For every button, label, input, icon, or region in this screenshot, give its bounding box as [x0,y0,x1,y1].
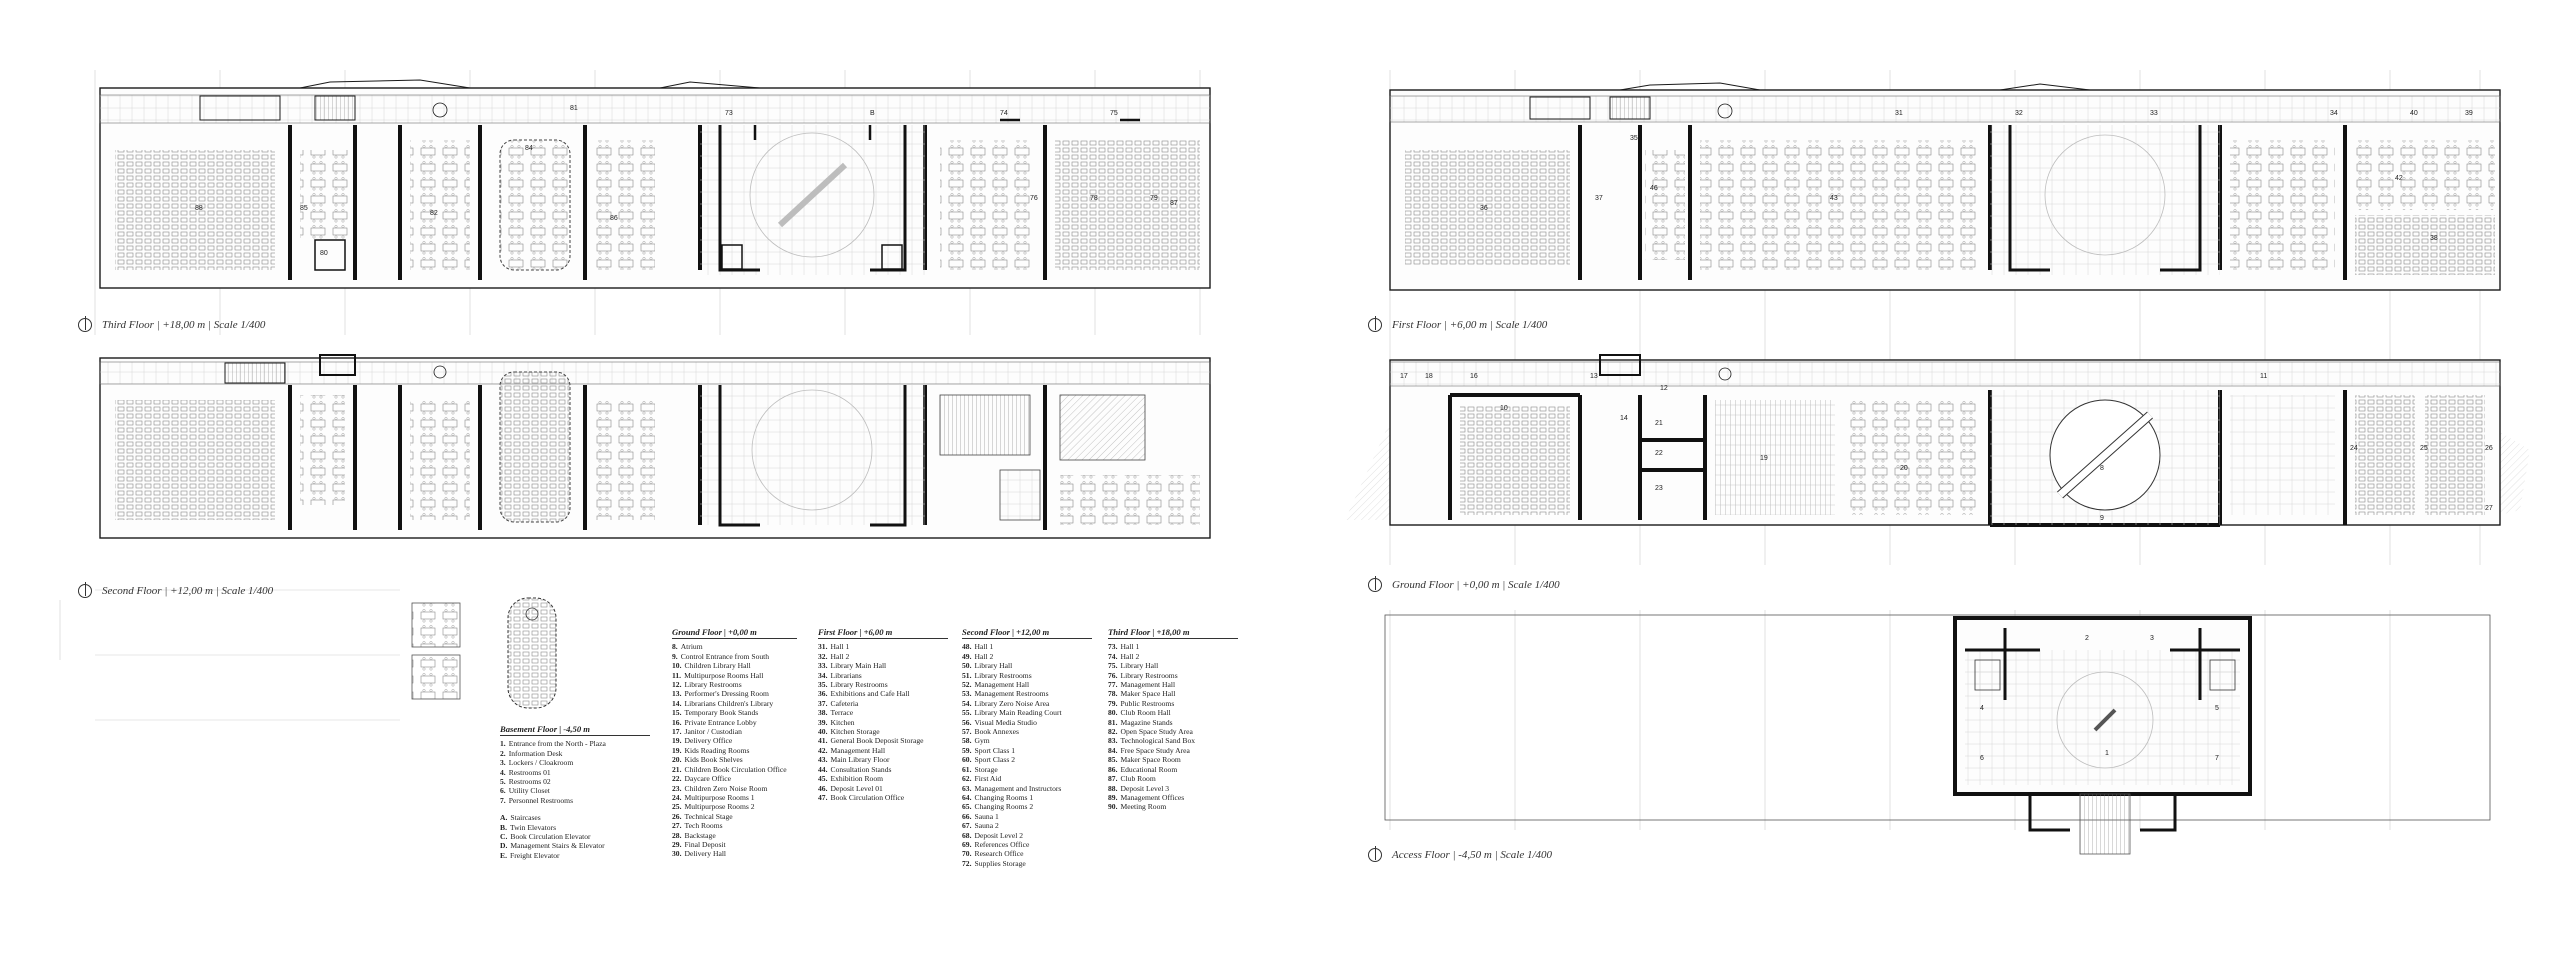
room-tag: 78 [1090,195,1098,202]
legend-list [818,642,948,802]
room-tag: 10 [1500,405,1508,412]
legend-item: 49. Hall 2 [962,651,994,661]
room-tag: 3 [2150,635,2154,642]
legend-item: 43. Main Library Floor [818,755,890,765]
legend-item: 20. Kids Book Shelves [672,755,743,765]
legend-item: 73. Hall 1 [1108,642,1140,652]
basement-floor-plan [412,598,556,708]
legend-item: 12. Library Restrooms [672,680,742,690]
legend-item: 19. Kids Reading Rooms [672,745,750,755]
legend-item: 36. Exhibitions and Cafe Hall [818,689,910,699]
legend-item: 72. Supplies Storage [962,858,1026,868]
legend-item: 45. Exhibition Room [818,774,884,784]
legend-item: 74. Hall 2 [1108,651,1140,661]
second-floor-plan [100,355,1210,538]
legend-item: 69. References Office [962,839,1030,849]
legend-item: 6. Utility Closet [500,786,550,796]
room-tag: 18 [1425,373,1433,380]
third-floor-caption [78,318,265,332]
room-tag: 75 [1110,110,1118,117]
first-floor-caption [1368,318,1547,332]
room-tag: 36 [1480,205,1488,212]
room-tag: 25 [2420,445,2428,452]
legend-item: 46. Deposit Level 01 [818,783,883,793]
room-tag: 17 [1400,373,1408,380]
legend-title: Ground Floor | +0,00 m [672,628,797,639]
legend-item: 5. Restrooms 02 [500,777,551,787]
legend-item: 88. Deposit Level 3 [1108,783,1170,793]
legend-item: 40. Kitchen Storage [818,727,880,737]
caption-text: Access Floor | -4,50 m | Scale 1/400 [1392,849,1553,861]
legend-item: 16. Private Entrance Lobby [672,717,757,727]
room-tag: 16 [1470,373,1478,380]
legend-item: 8. Atrium [672,642,703,652]
room-tag: 37 [1595,195,1603,202]
legend-item: 76. Library Restrooms [1108,670,1178,680]
legend-item: 77. Management Hall [1108,680,1176,690]
room-tag: 20 [1900,465,1908,472]
ground-floor-caption [1368,578,1560,592]
room-tag: 32 [2015,110,2023,117]
room-tag: 22 [1655,450,1663,457]
room-tag: 24 [2350,445,2358,452]
room-tag: 23 [1655,485,1663,492]
room-tag: 88 [195,205,203,212]
room-tag: 79 [1150,195,1158,202]
legend-keys [500,813,650,860]
legend-title: Third Floor | +18,00 m [1108,628,1238,639]
room-tag: 14 [1620,415,1628,422]
legend-item: 66. Sauna 1 [962,811,999,821]
north-arrow-icon [78,584,92,598]
legend-item: 84. Free Space Study Area [1108,745,1190,755]
legend-item: 9. Control Entrance from South [672,651,770,661]
room-tag: 40 [2410,110,2418,117]
legend-item: 10. Children Library Hall [672,661,751,671]
legend-item: 79. Public Restrooms [1108,698,1175,708]
legend-item: 80. Club Room Hall [1108,708,1171,718]
caption-text: First Floor | +6,00 m | Scale 1/400 [1392,319,1548,331]
legend-item: 1. Entrance from the North - Plaza [500,739,606,749]
legend-third [1108,628,1238,812]
legend-item: 35. Library Restrooms [818,680,888,690]
legend-item: 57. Book Annexes [962,727,1020,737]
legend-item: 28. Backstage [672,830,716,840]
legend-item: 61. Storage [962,764,998,774]
legend-title: Second Floor | +12,00 m [962,628,1092,639]
legend-item: 15. Temporary Book Stands [672,708,759,718]
legend-item: 90. Meeting Room [1108,802,1167,812]
legend-item: 11. Multipurpose Rooms Hall [672,670,764,680]
legend-item: 4. Restrooms 01 [500,767,551,777]
legend-item: 51. Library Restrooms [962,670,1032,680]
legend-item: 86. Educational Room [1108,764,1178,774]
legend-item: 62. First Aid [962,774,1002,784]
legend-item: 63. Management and Instructors [962,783,1062,793]
legend-item: 60. Sport Class 2 [962,755,1016,765]
legend-item: 81. Magazine Stands [1108,717,1173,727]
legend-list [500,739,650,805]
legend-key: E. Freight Elevator [500,850,560,860]
legend-item: 55. Library Main Reading Court [962,708,1062,718]
legend-item: 13. Performer's Dressing Room [672,689,769,699]
room-tag: 39 [2465,110,2473,117]
legend-key: C. Book Circulation Elevator [500,832,591,842]
ground-floor-plan [1345,355,2530,525]
legend-item: 87. Club Room [1108,774,1156,784]
legend-key: B. Twin Elevators [500,822,557,832]
room-tag: 8 [2100,465,2104,472]
second-floor-caption [78,584,273,598]
legend-basement [500,725,650,860]
legend-item: 14. Librarians Children's Library [672,698,774,708]
room-tag: 38 [2430,235,2438,242]
room-tag: 27 [2485,505,2493,512]
room-tag: 6 [1980,755,1984,762]
room-tag: 84 [525,145,533,152]
room-tag: 12 [1660,385,1668,392]
legend-item: 32. Hall 2 [818,651,850,661]
legend-list [672,642,797,858]
legend-item: 21. Children Book Circulation Office [672,764,787,774]
north-arrow-icon [1368,848,1382,862]
legend-second [962,628,1092,868]
north-arrow-icon [1368,578,1382,592]
legend-item: 78. Maker Space Hall [1108,689,1176,699]
legend-item: 34. Librarians [818,670,862,680]
room-tag: 34 [2330,110,2338,117]
legend-first [818,628,948,802]
room-tag: 42 [2395,175,2403,182]
legend-item: 48. Hall 1 [962,642,994,652]
room-tag: 43 [1830,195,1838,202]
room-tag: 85 [300,205,308,212]
north-arrow-icon [78,318,92,332]
room-tag: B [870,110,875,117]
legend-item: 59. Sport Class 1 [962,745,1016,755]
room-tag: 21 [1655,420,1663,427]
room-tag: 73 [725,110,733,117]
caption-text: Third Floor | +18,00 m | Scale 1/400 [102,319,266,331]
legend-ground [672,628,797,859]
legend-item: 75. Library Hall [1108,661,1159,671]
legend-item: 3. Lockers / Cloakroom [500,758,574,768]
legend-item: 38. Terrace [818,708,854,718]
legend-item: 68. Deposit Level 2 [962,830,1024,840]
room-tag: 33 [2150,110,2158,117]
legend-item: 67. Sauna 2 [962,821,999,831]
legend-item: 41. General Book Deposit Storage [818,736,924,746]
legend-item: 83. Technological Sand Box [1108,736,1196,746]
legend-item: 47. Book Circulation Office [818,792,905,802]
legend-item: 50. Library Hall [962,661,1013,671]
caption-text: Second Floor | +12,00 m | Scale 1/400 [102,585,274,597]
legend-item: 89. Management Offices [1108,792,1185,802]
room-tag: 11 [2260,373,2268,380]
room-tag: 1 [2105,750,2109,757]
room-tag: 82 [430,210,438,217]
room-tag: 86 [610,215,618,222]
access-floor-plan [1385,615,2490,854]
room-tag: 35 [1630,135,1638,142]
legend-list [1108,642,1238,811]
north-arrow-icon [1368,318,1382,332]
legend-list [962,642,1092,868]
room-tag: 7 [2215,755,2219,762]
legend-item: 31. Hall 1 [818,642,850,652]
room-tag: 74 [1000,110,1008,117]
third-floor-plan [100,80,1210,288]
legend-item: 24. Multipurpose Rooms 1 [672,792,755,802]
legend-item: 25. Multipurpose Rooms 2 [672,802,755,812]
legend-item: 29. Final Deposit [672,839,726,849]
access-floor-caption [1368,848,1552,862]
room-tag: 2 [2085,635,2089,642]
room-tag: 31 [1895,110,1903,117]
room-tag: 81 [570,105,578,112]
legend-item: 52. Management Hall [962,680,1030,690]
legend-item: 37. Cafeteria [818,698,859,708]
legend-item: 85. Maker Space Room [1108,755,1181,765]
legend-item: 44. Consultation Stands [818,764,892,774]
legend-item: 42. Management Hall [818,745,886,755]
legend-item: 56. Visual Media Studio [962,717,1037,727]
room-tag: 46 [1650,185,1658,192]
room-tag: 87 [1170,200,1178,207]
legend-item: 30. Delivery Hall [672,849,727,859]
legend-key: D. Management Stairs & Elevator [500,841,605,851]
room-tag: 19 [1760,455,1768,462]
legend-item: 17. Janitor / Custodian [672,727,742,737]
room-tag: 13 [1590,373,1598,380]
legend-item: 7. Personnel Restrooms [500,795,574,805]
legend-item: 53. Management Restrooms [962,689,1049,699]
legend-title: Basement Floor | -4,50 m [500,725,650,736]
legend-title: First Floor | +6,00 m [818,628,948,639]
legend-item: 39. Kitchen [818,717,855,727]
legend-item: 33. Library Main Hall [818,661,887,671]
room-tag: 80 [320,250,328,257]
legend-item: 27. Tech Rooms [672,821,723,831]
legend-item: 22. Daycare Office [672,774,731,784]
legend-item: 58. Gym [962,736,990,746]
first-floor-plan [1390,83,2500,290]
legend-item: 65. Changing Rooms 2 [962,802,1034,812]
legend-item: 54. Library Zero Noise Area [962,698,1050,708]
legend-item: 23. Children Zero Noise Room [672,783,768,793]
room-tag: 9 [2100,515,2104,522]
room-tag: 26 [2485,445,2493,452]
legend-key: A. Staircases [500,813,541,823]
legend-item: 64. Changing Rooms 1 [962,792,1034,802]
legend-item: 70. Research Office [962,849,1024,859]
legend-item: 82. Open Space Study Area [1108,727,1193,737]
legend-item: 26. Technical Stage [672,811,733,821]
room-tag: 5 [2215,705,2219,712]
room-tag: 4 [1980,705,1984,712]
legend-item: 2. Information Desk [500,748,563,758]
room-tag: 76 [1030,195,1038,202]
caption-text: Ground Floor | +0,00 m | Scale 1/400 [1392,579,1560,591]
legend-item: 19. Delivery Office [672,736,733,746]
